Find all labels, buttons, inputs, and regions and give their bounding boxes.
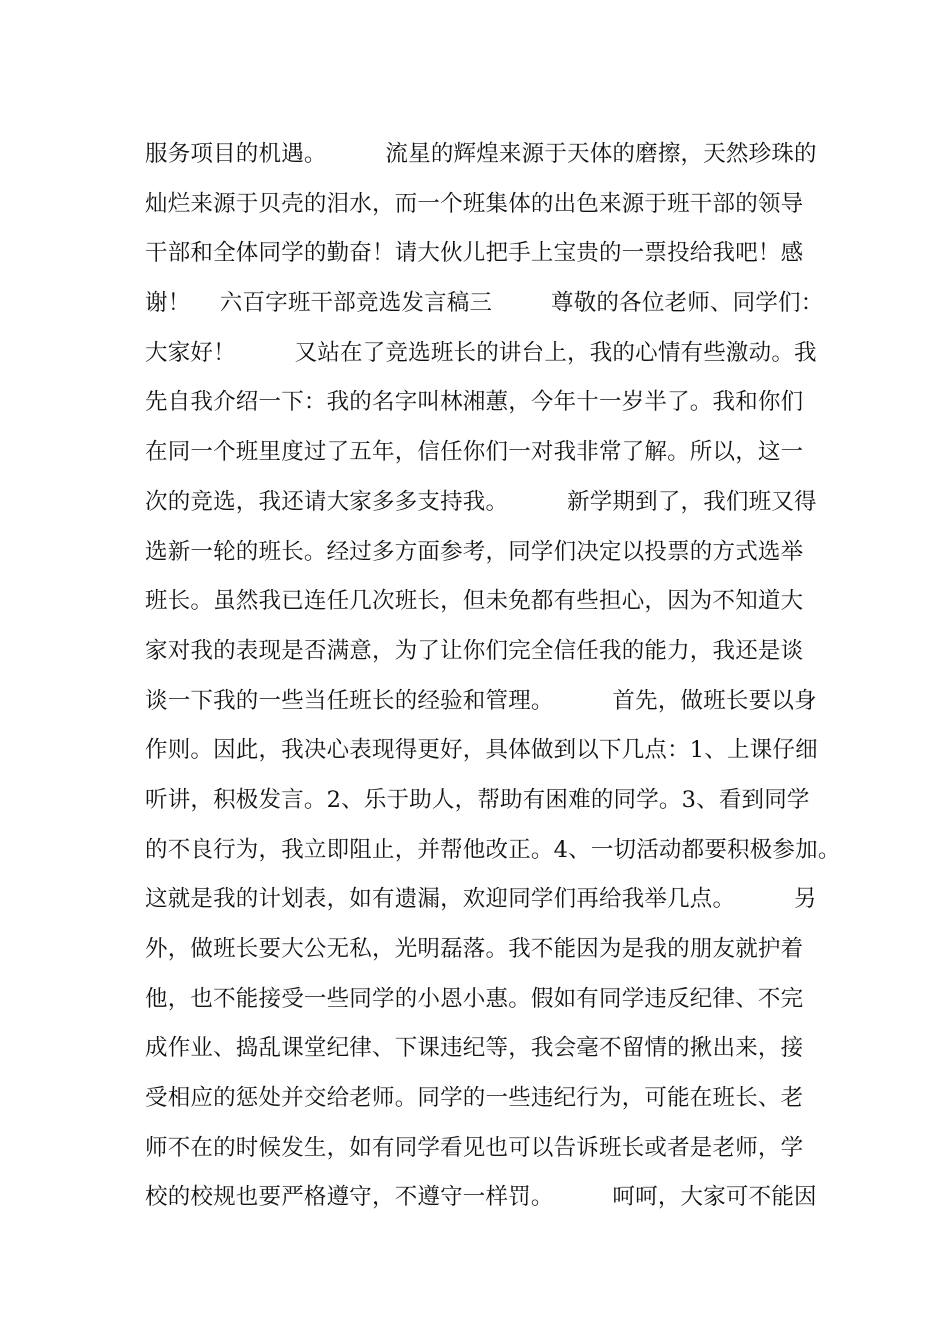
text-line-5: 大家好！ 又站在了竞选班长的讲台上，我的心情有些激动。我 — [145, 339, 817, 366]
text-line-20: 受相应的惩处并交给老师。同学的一些违纪行为，可能在班长、老 — [145, 1085, 804, 1112]
text-line-9: 选新一轮的班长。经过多方面参考，同学们决定以投票的方式选举 — [145, 538, 804, 565]
text-line-4: 谢！ 六百字班干部竞选发言稿三 尊敬的各位老师、同学们： — [145, 290, 824, 317]
text-line-12: 谈一下我的一些当任班长的经验和管理。 首先，做班长要以身 — [145, 687, 817, 714]
text-line-17: 外，做班长要大公无私，光明磊落。我不能因为是我的朋友就护着 — [145, 936, 804, 962]
text-line-19: 成作业、捣乱课堂纪律、下课违纪等，我会毫不留情的揪出来，接 — [145, 1035, 804, 1062]
text-line-18: 他，也不能接受一些同学的小恩小惠。假如有同学违反纪律、不完 — [145, 985, 804, 1012]
text-line-7: 在同一个班里度过了五年，信任你们一对我非常了解。所以，这一 — [145, 439, 804, 466]
text-line-16: 这就是我的计划表，如有遗漏，欢迎同学们再给我举几点。 另 — [145, 886, 817, 913]
text-line-1: 服务项目的机遇。 流星的辉煌来源于天体的磨擦，天然珍珠的 — [145, 141, 817, 167]
body-text — [145, 130, 841, 1223]
text-line-21: 师不在的时候发生，如有同学看见也可以告诉班长或者是老师，学 — [145, 1134, 804, 1161]
text-line-14: 听讲，积极发言。2、乐于助人，帮助有困难的同学。3、看到同学 — [145, 786, 810, 813]
text-line-13: 作则。因此，我决心表现得更好，具体做到以下几点：1、上课仔细 — [145, 737, 818, 764]
text-line-10: 班长。虽然我已连任几次班长，但未免都有些担心，因为不知道大 — [145, 588, 804, 615]
text-line-6: 先自我介绍一下：我的名字叫林湘蕙，今年十一岁半了。我和你们 — [145, 389, 804, 416]
text-line-15: 的不良行为，我立即阻止，并帮他改正。4、一切活动都要积极参加。 — [145, 836, 841, 863]
text-line-3: 干部和全体同学的勤奋！请大伙儿把手上宝贵的一票投给我吧！感 — [145, 240, 804, 267]
text-line-2: 灿烂来源于贝壳的泪水，而一个班集体的出色来源于班干部的领导 — [145, 190, 804, 217]
text-line-8: 次的竞选，我还请大家多多支持我。 新学期到了，我们班又得 — [145, 488, 817, 515]
text-line-11: 家对我的表现是否满意，为了让你们完全信任我的能力，我还是谈 — [145, 637, 804, 664]
text-line-22: 校的校规也要严格遵守，不遵守一样罚。 呵呵，大家可不能因 — [145, 1184, 817, 1211]
